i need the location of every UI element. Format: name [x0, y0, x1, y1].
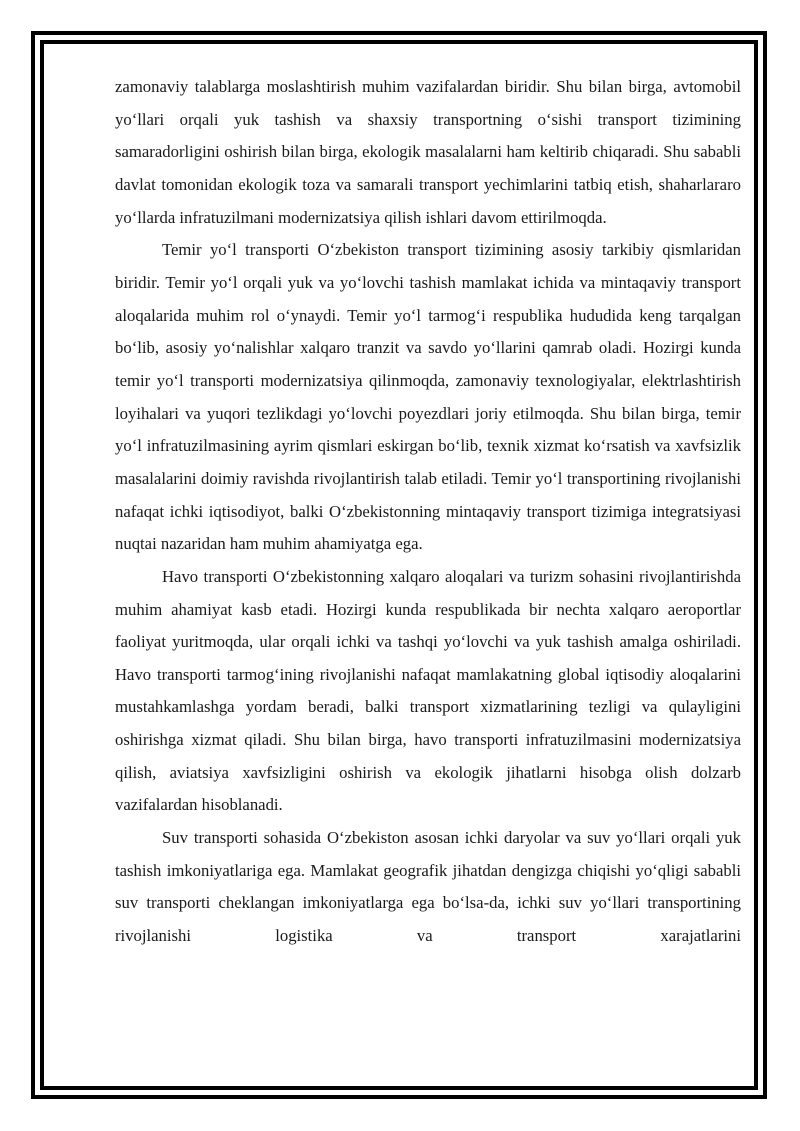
paragraph-water-transport: Suv transporti sohasida O‘zbekiston asosan ichki daryolar va suv yo‘llari orqali yuk tashish imkoniyatlariga ega. Mamlakat geografik jihatdan dengizga chiqishi yo‘qligi sababli suv transporti cheklangan imkoniyatlarga ega bo‘lsa-da, ichki suv yo‘llari transportining rivojlanishi logistika va transport xarajatlarini	[115, 828, 741, 946]
document-body	[115, 71, 741, 953]
paragraph-air-transport: Havo transporti O‘zbekistonning xalqaro aloqalari va turizm sohasini rivojlantirishda muhim ahamiyat kasb etadi. Hozirgi kunda respublikada bir nechta xalqaro aeroportlar faoliyat yuritmoqda, ular orqali ichki va tashqi yo‘lovchi va yuk tashish amalga oshiriladi. Havo transporti tarmog‘ining rivojlanishi nafaqat mamlakatning global iqtisodiy aloqalarini mustahkamlashga yordam beradi, balki transport xizmatlarining tezligi va qulayligini oshirishga xizmat qiladi. Shu bilan birga, havo transporti infratuzilmasini modernizatsiya qilish, aviatsiya xavfsizligini oshirish va ekologik jihatlarni hisobga olish dolzarb vazifalardan hisoblanadi.	[115, 566, 741, 815]
paragraph-rail-transport: Temir yo‘l transporti O‘zbekiston transport tizimining asosiy tarkibiy qismlaridan biridir. Temir yo‘l orqali yuk va yo‘lovchi tashish mamlakat ichida va mintaqaviy transport aloqalarida muhim rol o‘ynaydi. Temir yo‘l tarmog‘i respublika hududida keng tarqalgan bo‘lib, asosiy yo‘nalishlar xalqaro tranzit va savdo yo‘llarini qamrab oladi. Hozirgi kunda temir yo‘l transporti modernizatsiya qilinmoqda, zamonaviy texnologiyalar, elektrlashtirish loyihalari va yuqori tezlikdagi yo‘lovchi poyezdlari joriy etilmoqda. Shu bilan birga, temir yo‘l infratuzilmasining ayrim qismlari eskirgan bo‘lib, texnik xizmat ko‘rsatish va xavfsizlik masalalarini doimiy ravishda rivojlantirish talab etiladi. Temir yo‘l transportining rivojlanishi nafaqat ichki iqtisodiyot, balki O‘zbekistonning mintaqaviy transport tizimiga integratsiyasi nuqtai nazaridan ham muhim ahamiyatga ega.	[115, 240, 741, 554]
paragraph-road-transport-continued: zamonaviy talablarga moslashtirish muhim vazifalardan biridir. Shu bilan birga, avtomobil yo‘llari orqali yuk tashish va shaxsiy transportning o‘sishi transport tizimining samaradorligini oshirish bilan birga, ekologik masalalarni ham keltirib chiqaradi. Shu sababli davlat tomonidan ekologik toza va samarali transport yechimlarini tatbiq etish, shaharlararo yo‘llarda infratuzilmani modernizatsiya qilish ishlari davom ettirilmoqda.	[115, 77, 741, 227]
